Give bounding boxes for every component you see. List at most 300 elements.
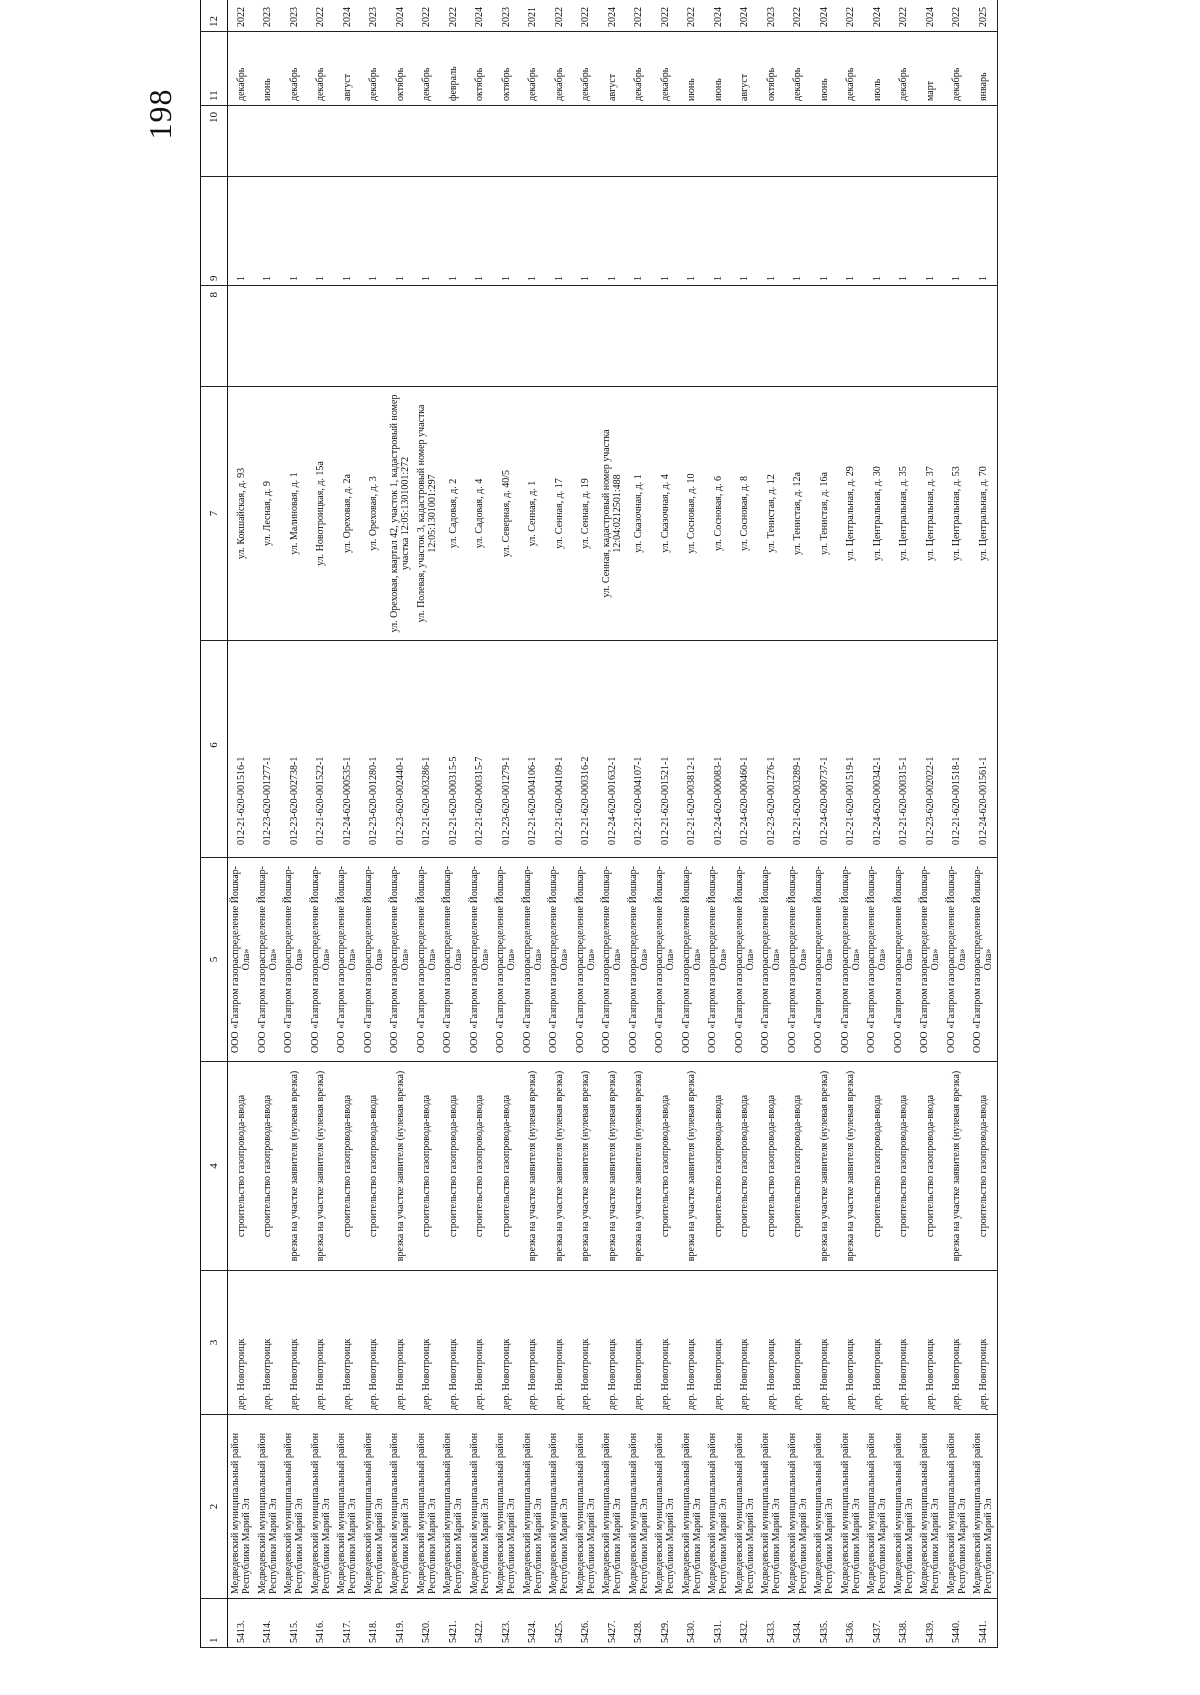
row-number: 5413. (228, 1599, 255, 1648)
header-col-7: 7 (201, 387, 228, 641)
address-cell: ул. Новотроицкая, д. 15а (308, 387, 335, 641)
address-cell: ул. Сенная, д. 1 (520, 387, 547, 641)
address-cell: ул. Центральная, д. 70 (970, 387, 997, 641)
row-number: 5420. (414, 1599, 441, 1648)
locality-cell: дер. Новотроицк (838, 1271, 865, 1415)
organization-cell: ООО «Газпром газораспределение Йошкар-Ола» (520, 858, 547, 1062)
col-8-cell (944, 286, 971, 387)
year-cell: 2024 (599, 0, 626, 32)
table-row (520, 0, 547, 1648)
row-number: 5438. (891, 1599, 918, 1648)
address-cell: ул. Малиновая, д. 1 (281, 387, 308, 641)
header-col-5: 5 (201, 858, 228, 1062)
locality-cell: дер. Новотроицк (758, 1271, 785, 1415)
row-number: 5432. (732, 1599, 759, 1648)
row-number: 5417. (334, 1599, 361, 1648)
year-cell: 2024 (334, 0, 361, 32)
address-cell: ул. Северная, д. 40/5 (493, 387, 520, 641)
table-row (440, 0, 467, 1648)
col-10-cell (838, 106, 865, 177)
header-col-9: 9 (201, 177, 228, 286)
row-number: 5436. (838, 1599, 865, 1648)
header-col-1: 1 (201, 1599, 228, 1648)
header-col-11: 11 (201, 32, 228, 106)
quantity-cell: 1 (546, 177, 573, 286)
district-cell: Медведевский муниципальный район Республики Марий Эл (944, 1415, 971, 1599)
page-number: 198 (142, 88, 178, 140)
locality-cell: дер. Новотроицк (679, 1271, 706, 1415)
application-code-cell: 012-23-620-002022-1 (917, 641, 944, 858)
address-cell: ул. Ореховая, квартал 42, участок 1, кадастровый номер участка 12:05:1301001:272 (387, 387, 414, 641)
table-row (467, 0, 494, 1648)
locality-cell: дер. Новотроицк (414, 1271, 441, 1415)
work-type-cell: врезка на участке заявителя (нулевая врезка) (573, 1062, 600, 1271)
month-cell: декабрь (626, 32, 653, 106)
col-8-cell (334, 286, 361, 387)
organization-cell: ООО «Газпром газораспределение Йошкар-Ола» (493, 858, 520, 1062)
district-cell: Медведевский муниципальный район Республики Марий Эл (705, 1415, 732, 1599)
address-cell: ул. Сказочная, д. 1 (626, 387, 653, 641)
district-cell: Медведевский муниципальный район Республики Марий Эл (387, 1415, 414, 1599)
month-cell: февраль (440, 32, 467, 106)
table-row (891, 0, 918, 1648)
district-cell: Медведевский муниципальный район Республики Марий Эл (652, 1415, 679, 1599)
locality-cell: дер. Новотроицк (944, 1271, 971, 1415)
locality-cell: дер. Новотроицк (281, 1271, 308, 1415)
work-type-cell: строительство газопровода-ввода (785, 1062, 812, 1271)
quantity-cell: 1 (811, 177, 838, 286)
gasification-table-wrapper (200, 7, 995, 1648)
district-cell: Медведевский муниципальный район Республики Марий Эл (599, 1415, 626, 1599)
header-col-3: 3 (201, 1271, 228, 1415)
district-cell: Медведевский муниципальный район Республики Марий Эл (334, 1415, 361, 1599)
header-col-2: 2 (201, 1415, 228, 1599)
table-row (944, 0, 971, 1648)
col-8-cell (255, 286, 282, 387)
row-number: 5430. (679, 1599, 706, 1648)
month-cell: август (732, 32, 759, 106)
district-cell: Медведевский муниципальный район Республики Марий Эл (785, 1415, 812, 1599)
work-type-cell: строительство газопровода-ввода (891, 1062, 918, 1271)
quantity-cell: 1 (493, 177, 520, 286)
header-col-4: 4 (201, 1062, 228, 1271)
application-code-cell: 012-24-620-001561-1 (970, 641, 997, 858)
col-10-cell (944, 106, 971, 177)
year-cell: 2024 (387, 0, 414, 32)
year-cell: 2023 (281, 0, 308, 32)
district-cell: Медведевский муниципальный район Республики Марий Эл (281, 1415, 308, 1599)
table-row (864, 0, 891, 1648)
month-cell: октябрь (467, 32, 494, 106)
col-10-cell (970, 106, 997, 177)
row-number: 5418. (361, 1599, 388, 1648)
quantity-cell: 1 (308, 177, 335, 286)
col-8-cell (864, 286, 891, 387)
quantity-cell: 1 (679, 177, 706, 286)
col-8-cell (970, 286, 997, 387)
col-10-cell (758, 106, 785, 177)
col-8-cell (467, 286, 494, 387)
address-cell: ул. Центральная, д. 35 (891, 387, 918, 641)
address-cell: ул. Сосновая, д. 8 (732, 387, 759, 641)
locality-cell: дер. Новотроицк (520, 1271, 547, 1415)
col-10-cell (864, 106, 891, 177)
col-10-cell (732, 106, 759, 177)
row-number: 5426. (573, 1599, 600, 1648)
organization-cell: ООО «Газпром газораспределение Йошкар-Ола» (705, 858, 732, 1062)
work-type-cell: строительство газопровода-ввода (970, 1062, 997, 1271)
locality-cell: дер. Новотроицк (785, 1271, 812, 1415)
address-cell: ул. Кокшайская, д. 93 (228, 387, 255, 641)
organization-cell: ООО «Газпром газораспределение Йошкар-Ола» (758, 858, 785, 1062)
quantity-cell: 1 (732, 177, 759, 286)
organization-cell: ООО «Газпром газораспределение Йошкар-Ола» (838, 858, 865, 1062)
district-cell: Медведевский муниципальный район Республики Марий Эл (970, 1415, 997, 1599)
district-cell: Медведевский муниципальный район Республики Марий Эл (917, 1415, 944, 1599)
col-10-cell (228, 106, 255, 177)
address-cell: ул. Садовая, д. 4 (467, 387, 494, 641)
col-8-cell (308, 286, 335, 387)
month-cell: июнь (255, 32, 282, 106)
month-cell: октябрь (758, 32, 785, 106)
col-8-cell (891, 286, 918, 387)
col-10-cell (361, 106, 388, 177)
locality-cell: дер. Новотроицк (599, 1271, 626, 1415)
work-type-cell: врезка на участке заявителя (нулевая врезка) (281, 1062, 308, 1271)
table-row (970, 0, 997, 1648)
table-row (705, 0, 732, 1648)
month-cell: июль (864, 32, 891, 106)
address-cell: ул. Сосновая, д. 10 (679, 387, 706, 641)
district-cell: Медведевский муниципальный район Республики Марий Эл (838, 1415, 865, 1599)
quantity-cell: 1 (599, 177, 626, 286)
year-cell: 2023 (255, 0, 282, 32)
col-10-cell (255, 106, 282, 177)
row-number: 5427. (599, 1599, 626, 1648)
application-code-cell: 012-24-620-000737-1 (811, 641, 838, 858)
application-code-cell: 012-21-620-004106-1 (520, 641, 547, 858)
district-cell: Медведевский муниципальный район Республики Марий Эл (758, 1415, 785, 1599)
district-cell: Медведевский муниципальный район Республики Марий Эл (626, 1415, 653, 1599)
application-code-cell: 012-21-620-001516-1 (228, 641, 255, 858)
locality-cell: дер. Новотроицк (864, 1271, 891, 1415)
year-cell: 2022 (626, 0, 653, 32)
table-row (811, 0, 838, 1648)
organization-cell: ООО «Газпром газораспределение Йошкар-Ола» (573, 858, 600, 1062)
header-col-10: 10 (201, 106, 228, 177)
header-col-8: 8 (201, 286, 228, 387)
district-cell: Медведевский муниципальный район Республики Марий Эл (679, 1415, 706, 1599)
district-cell: Медведевский муниципальный район Республики Марий Эл (520, 1415, 547, 1599)
address-cell: ул. Центральная, д. 37 (917, 387, 944, 641)
table-body (228, 0, 998, 1648)
locality-cell: дер. Новотроицк (334, 1271, 361, 1415)
quantity-cell: 1 (758, 177, 785, 286)
application-code-cell: 012-23-620-001276-1 (758, 641, 785, 858)
district-cell: Медведевский муниципальный район Республики Марий Эл (255, 1415, 282, 1599)
work-type-cell: врезка на участке заявителя (нулевая врезка) (520, 1062, 547, 1271)
col-10-cell (785, 106, 812, 177)
address-cell: ул. Сенная, д. 19 (573, 387, 600, 641)
col-10-cell (546, 106, 573, 177)
work-type-cell: строительство газопровода-ввода (864, 1062, 891, 1271)
year-cell: 2023 (758, 0, 785, 32)
row-number: 5434. (785, 1599, 812, 1648)
address-cell: ул. Садовая, д. 2 (440, 387, 467, 641)
month-cell: декабрь (838, 32, 865, 106)
locality-cell: дер. Новотроицк (917, 1271, 944, 1415)
organization-cell: ООО «Газпром газораспределение Йошкар-Ола» (387, 858, 414, 1062)
organization-cell: ООО «Газпром газораспределение Йошкар-Ола» (228, 858, 255, 1062)
quantity-cell: 1 (334, 177, 361, 286)
locality-cell: дер. Новотроицк (626, 1271, 653, 1415)
col-8-cell (652, 286, 679, 387)
locality-cell: дер. Новотроицк (255, 1271, 282, 1415)
application-code-cell: 012-21-620-000316-2 (573, 641, 600, 858)
year-cell: 2022 (546, 0, 573, 32)
locality-cell: дер. Новотроицк (467, 1271, 494, 1415)
col-10-cell (281, 106, 308, 177)
work-type-cell: врезка на участке заявителя (нулевая врезка) (546, 1062, 573, 1271)
col-8-cell (626, 286, 653, 387)
organization-cell: ООО «Газпром газораспределение Йошкар-Ола» (864, 858, 891, 1062)
table-row (334, 0, 361, 1648)
col-8-cell (546, 286, 573, 387)
col-8-cell (281, 286, 308, 387)
quantity-cell: 1 (414, 177, 441, 286)
table-row (228, 0, 255, 1648)
locality-cell: дер. Новотроицк (573, 1271, 600, 1415)
month-cell: декабрь (891, 32, 918, 106)
application-code-cell: 012-24-620-000535-1 (334, 641, 361, 858)
table-row (838, 0, 865, 1648)
organization-cell: ООО «Газпром газораспределение Йошкар-Ола» (811, 858, 838, 1062)
application-code-cell: 012-21-620-001522-1 (308, 641, 335, 858)
organization-cell: ООО «Газпром газораспределение Йошкар-Ола» (546, 858, 573, 1062)
quantity-cell: 1 (891, 177, 918, 286)
quantity-cell: 1 (838, 177, 865, 286)
col-8-cell (599, 286, 626, 387)
month-cell: август (599, 32, 626, 106)
application-code-cell: 012-24-620-000342-1 (864, 641, 891, 858)
row-number: 5435. (811, 1599, 838, 1648)
address-cell: ул. Полевая, участок 3, кадастровый номер участка 12:05:1301001:297 (414, 387, 441, 641)
quantity-cell: 1 (361, 177, 388, 286)
month-cell: июнь (705, 32, 732, 106)
address-cell: ул. Тенистая, д. 12 (758, 387, 785, 641)
table-row (281, 0, 308, 1648)
month-cell: август (334, 32, 361, 106)
work-type-cell: врезка на участке заявителя (нулевая врезка) (679, 1062, 706, 1271)
year-cell: 2024 (732, 0, 759, 32)
quantity-cell: 1 (864, 177, 891, 286)
work-type-cell: строительство газопровода-ввода (228, 1062, 255, 1271)
locality-cell: дер. Новотроицк (387, 1271, 414, 1415)
year-cell: 2023 (493, 0, 520, 32)
year-cell: 2022 (414, 0, 441, 32)
work-type-cell: строительство газопровода-ввода (467, 1062, 494, 1271)
month-cell: декабрь (281, 32, 308, 106)
col-8-cell (732, 286, 759, 387)
table-row (573, 0, 600, 1648)
work-type-cell: строительство газопровода-ввода (493, 1062, 520, 1271)
month-cell: январь (970, 32, 997, 106)
year-cell: 2022 (838, 0, 865, 32)
year-cell: 2025 (970, 0, 997, 32)
work-type-cell: строительство газопровода-ввода (440, 1062, 467, 1271)
application-code-cell: 012-21-620-003286-1 (414, 641, 441, 858)
col-10-cell (308, 106, 335, 177)
table-row (626, 0, 653, 1648)
work-type-cell: врезка на участке заявителя (нулевая врезка) (308, 1062, 335, 1271)
work-type-cell: врезка на участке заявителя (нулевая врезка) (838, 1062, 865, 1271)
row-number: 5421. (440, 1599, 467, 1648)
col-8-cell (917, 286, 944, 387)
locality-cell: дер. Новотроицк (308, 1271, 335, 1415)
district-cell: Медведевский муниципальный район Республики Марий Эл (493, 1415, 520, 1599)
month-cell: декабрь (308, 32, 335, 106)
address-cell: ул. Сосновая, д. 6 (705, 387, 732, 641)
col-10-cell (705, 106, 732, 177)
locality-cell: дер. Новотроицк (440, 1271, 467, 1415)
col-10-cell (652, 106, 679, 177)
address-cell: ул. Центральная, д. 29 (838, 387, 865, 641)
row-number: 5441. (970, 1599, 997, 1648)
col-10-cell (679, 106, 706, 177)
application-code-cell: 012-24-620-001632-1 (599, 641, 626, 858)
month-cell: декабрь (652, 32, 679, 106)
row-number: 5429. (652, 1599, 679, 1648)
application-code-cell: 012-21-620-004109-1 (546, 641, 573, 858)
application-code-cell: 012-21-620-001518-1 (944, 641, 971, 858)
col-8-cell (679, 286, 706, 387)
col-8-cell (228, 286, 255, 387)
work-type-cell: врезка на участке заявителя (нулевая врезка) (811, 1062, 838, 1271)
quantity-cell: 1 (440, 177, 467, 286)
row-number: 5419. (387, 1599, 414, 1648)
address-cell: ул. Сказочная, д. 4 (652, 387, 679, 641)
header-col-12: 12 (201, 0, 228, 32)
application-code-cell: 012-23-620-001279-1 (493, 641, 520, 858)
col-8-cell (387, 286, 414, 387)
month-cell: октябрь (387, 32, 414, 106)
locality-cell: дер. Новотроицк (361, 1271, 388, 1415)
month-cell: декабрь (520, 32, 547, 106)
month-cell: декабрь (944, 32, 971, 106)
table-row (493, 0, 520, 1648)
locality-cell: дер. Новотроицк (705, 1271, 732, 1415)
address-cell: ул. Тенистая, д. 16а (811, 387, 838, 641)
quantity-cell: 1 (652, 177, 679, 286)
address-cell: ул. Центральная, д. 53 (944, 387, 971, 641)
table-header (201, 0, 228, 1648)
work-type-cell: строительство газопровода-ввода (361, 1062, 388, 1271)
year-cell: 2023 (361, 0, 388, 32)
application-code-cell: 012-21-620-000315-7 (467, 641, 494, 858)
application-code-cell: 012-23-620-002440-1 (387, 641, 414, 858)
table-row (652, 0, 679, 1648)
year-cell: 2024 (864, 0, 891, 32)
quantity-cell: 1 (970, 177, 997, 286)
district-cell: Медведевский муниципальный район Республики Марий Эл (811, 1415, 838, 1599)
work-type-cell: врезка на участке заявителя (нулевая врезка) (599, 1062, 626, 1271)
quantity-cell: 1 (944, 177, 971, 286)
col-10-cell (387, 106, 414, 177)
application-code-cell: 012-21-620-000315-1 (891, 641, 918, 858)
year-cell: 2022 (679, 0, 706, 32)
col-8-cell (361, 286, 388, 387)
district-cell: Медведевский муниципальный район Республики Марий Эл (546, 1415, 573, 1599)
year-cell: 2022 (944, 0, 971, 32)
col-10-cell (599, 106, 626, 177)
year-cell: 2022 (440, 0, 467, 32)
year-cell: 2024 (917, 0, 944, 32)
locality-cell: дер. Новотроицк (732, 1271, 759, 1415)
application-code-cell: 012-21-620-001519-1 (838, 641, 865, 858)
work-type-cell: врезка на участке заявителя (нулевая врезка) (626, 1062, 653, 1271)
locality-cell: дер. Новотроицк (652, 1271, 679, 1415)
work-type-cell: врезка на участке заявителя (нулевая врезка) (387, 1062, 414, 1271)
col-10-cell (334, 106, 361, 177)
address-cell: ул. Ореховая, д. 2а (334, 387, 361, 641)
year-cell: 2022 (573, 0, 600, 32)
col-10-cell (811, 106, 838, 177)
col-10-cell (917, 106, 944, 177)
work-type-cell: строительство газопровода-ввода (917, 1062, 944, 1271)
row-number: 5416. (308, 1599, 335, 1648)
row-number: 5422. (467, 1599, 494, 1648)
locality-cell: дер. Новотроицк (228, 1271, 255, 1415)
table-row (255, 0, 282, 1648)
row-number: 5431. (705, 1599, 732, 1648)
quantity-cell: 1 (520, 177, 547, 286)
table-row (308, 0, 335, 1648)
application-code-cell: 012-24-620-000083-1 (705, 641, 732, 858)
row-number: 5440. (944, 1599, 971, 1648)
row-number: 5437. (864, 1599, 891, 1648)
month-cell: декабрь (414, 32, 441, 106)
locality-cell: дер. Новотроицк (811, 1271, 838, 1415)
locality-cell: дер. Новотроицк (546, 1271, 573, 1415)
work-type-cell: строительство газопровода-ввода (758, 1062, 785, 1271)
table-row (414, 0, 441, 1648)
col-10-cell (891, 106, 918, 177)
organization-cell: ООО «Газпром газораспределение Йошкар-Ола» (732, 858, 759, 1062)
district-cell: Медведевский муниципальный район Республики Марий Эл (308, 1415, 335, 1599)
quantity-cell: 1 (387, 177, 414, 286)
work-type-cell: строительство газопровода-ввода (732, 1062, 759, 1271)
application-code-cell: 012-21-620-001521-1 (652, 641, 679, 858)
locality-cell: дер. Новотроицк (891, 1271, 918, 1415)
col-8-cell (811, 286, 838, 387)
row-number: 5423. (493, 1599, 520, 1648)
work-type-cell: строительство газопровода-ввода (705, 1062, 732, 1271)
district-cell: Медведевский муниципальный район Республики Марий Эл (864, 1415, 891, 1599)
year-cell: 2024 (467, 0, 494, 32)
organization-cell: ООО «Газпром газораспределение Йошкар-Ола» (440, 858, 467, 1062)
organization-cell: ООО «Газпром газораспределение Йошкар-Ола» (652, 858, 679, 1062)
quantity-cell: 1 (467, 177, 494, 286)
table-row (361, 0, 388, 1648)
organization-cell: ООО «Газпром газораспределение Йошкар-Ола» (255, 858, 282, 1062)
district-cell: Медведевский муниципальный район Республики Марий Эл (414, 1415, 441, 1599)
organization-cell: ООО «Газпром газораспределение Йошкар-Ола» (679, 858, 706, 1062)
month-cell: декабрь (546, 32, 573, 106)
quantity-cell: 1 (573, 177, 600, 286)
table-row (599, 0, 626, 1648)
organization-cell: ООО «Газпром газораспределение Йошкар-Ола» (970, 858, 997, 1062)
month-cell: декабрь (573, 32, 600, 106)
